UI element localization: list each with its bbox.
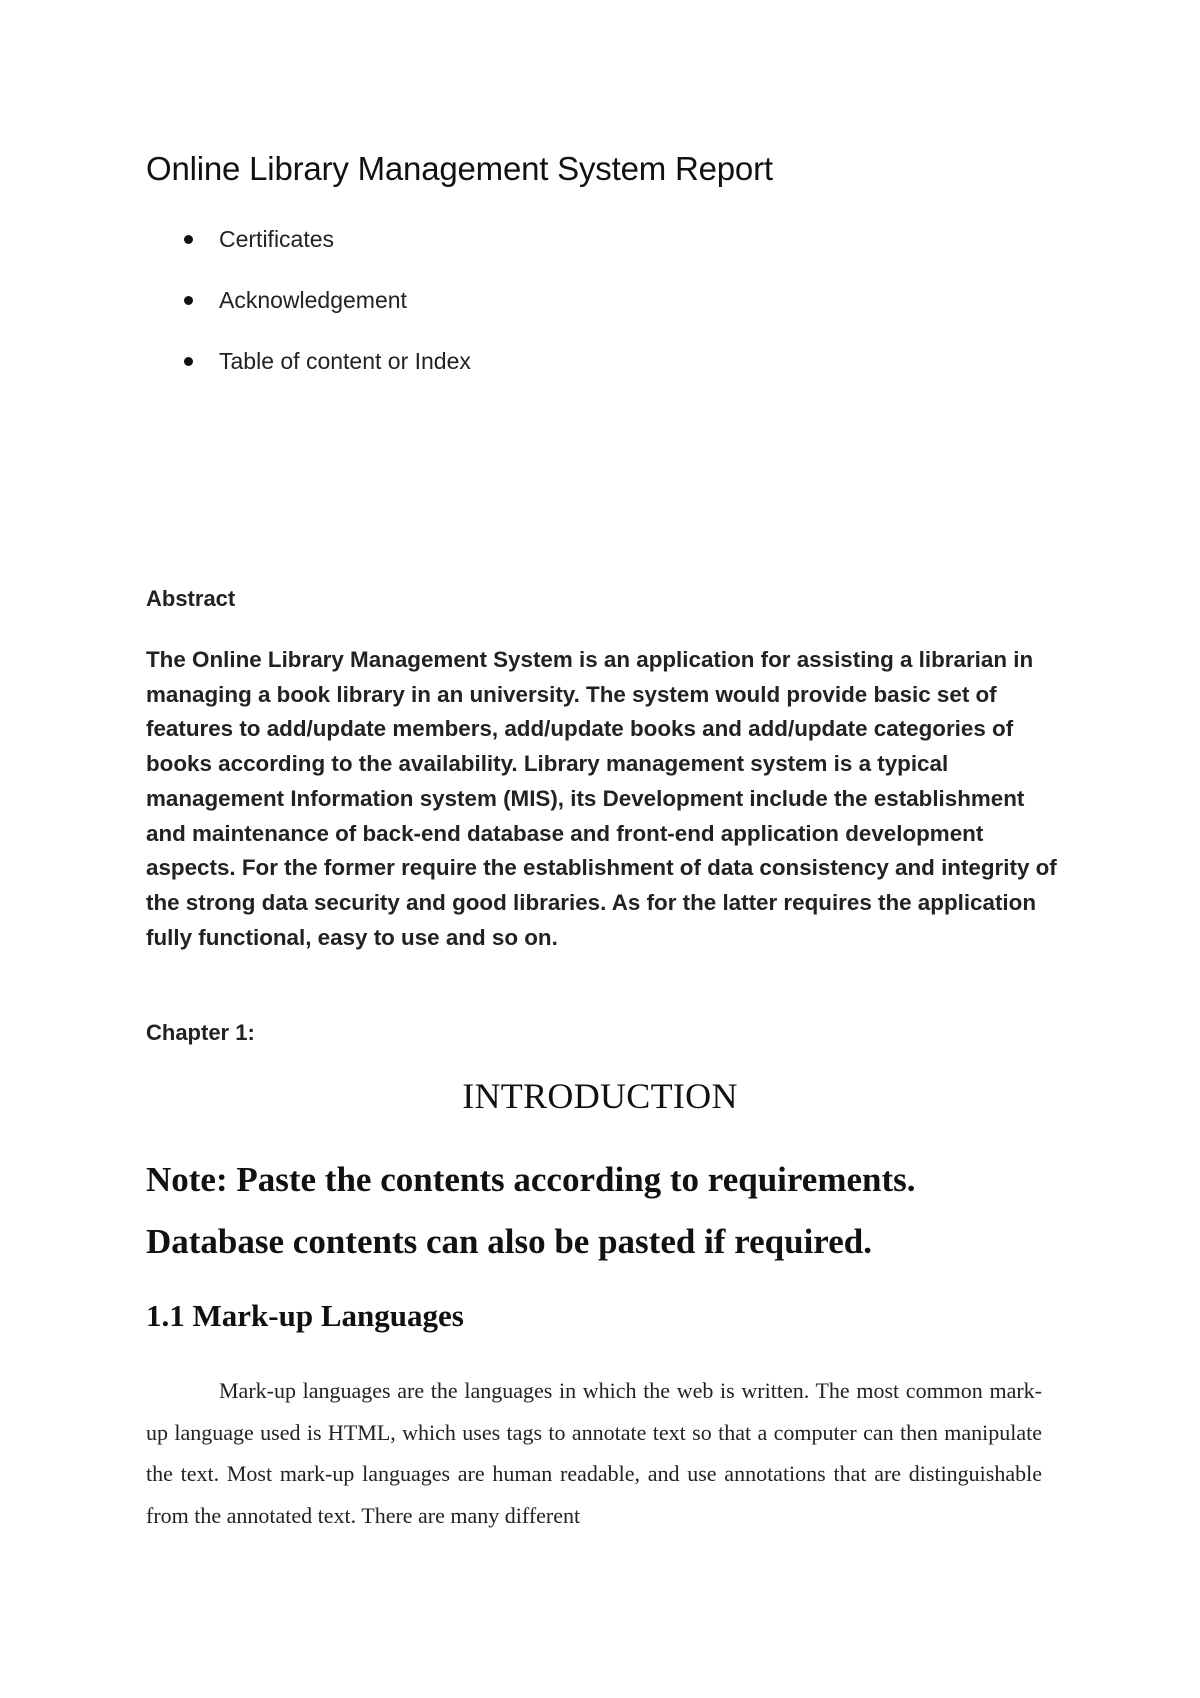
bullet-icon xyxy=(184,357,193,366)
toc-list xyxy=(146,216,471,399)
toc-item-label: Table of content or Index xyxy=(219,348,471,374)
note-line: Note: Paste the contents according to requirements. xyxy=(146,1160,916,1199)
toc-item-label: Acknowledgement xyxy=(219,287,407,313)
section-heading: 1.1 Mark-up Languages xyxy=(146,1298,464,1333)
section-body: Mark-up languages are the languages in which the web is written. The most common mark-up language used is HTML, which uses tags to annotate text so that a computer can then manipulate the text. Most mark-up languages are human readable, and use annotations that are distinguishable from the annotated text. There are many different xyxy=(146,1378,1042,1528)
abstract-heading: Abstract xyxy=(146,586,236,611)
chapter-heading: INTRODUCTION xyxy=(462,1076,738,1116)
bullet-icon xyxy=(184,296,193,305)
bullet-icon xyxy=(184,235,193,244)
note-line: Database contents can also be pasted if required. xyxy=(146,1222,872,1261)
toc-item xyxy=(146,338,471,399)
document-title: Online Library Management System Report xyxy=(146,150,773,187)
abstract-body: The Online Library Management System is an application for assisting a librarian in managing a book library in an university. The system would provide basic set of features to add/update members, add/update books and add/update categories of books according to the availability. Library management system is a typical management Information system (MIS), its Development include the establishment and maintenance of back-end database and front-end application development aspects. For the former require the establishment of data consistency and integrity of the strong data security and good libraries. As for the latter requires the application fully functional, easy to use and so on. xyxy=(146,647,1057,950)
toc-item-label: Certificates xyxy=(219,226,335,252)
toc-item xyxy=(146,216,471,277)
chapter-label: Chapter 1: xyxy=(146,1020,255,1045)
toc-item xyxy=(146,277,471,338)
